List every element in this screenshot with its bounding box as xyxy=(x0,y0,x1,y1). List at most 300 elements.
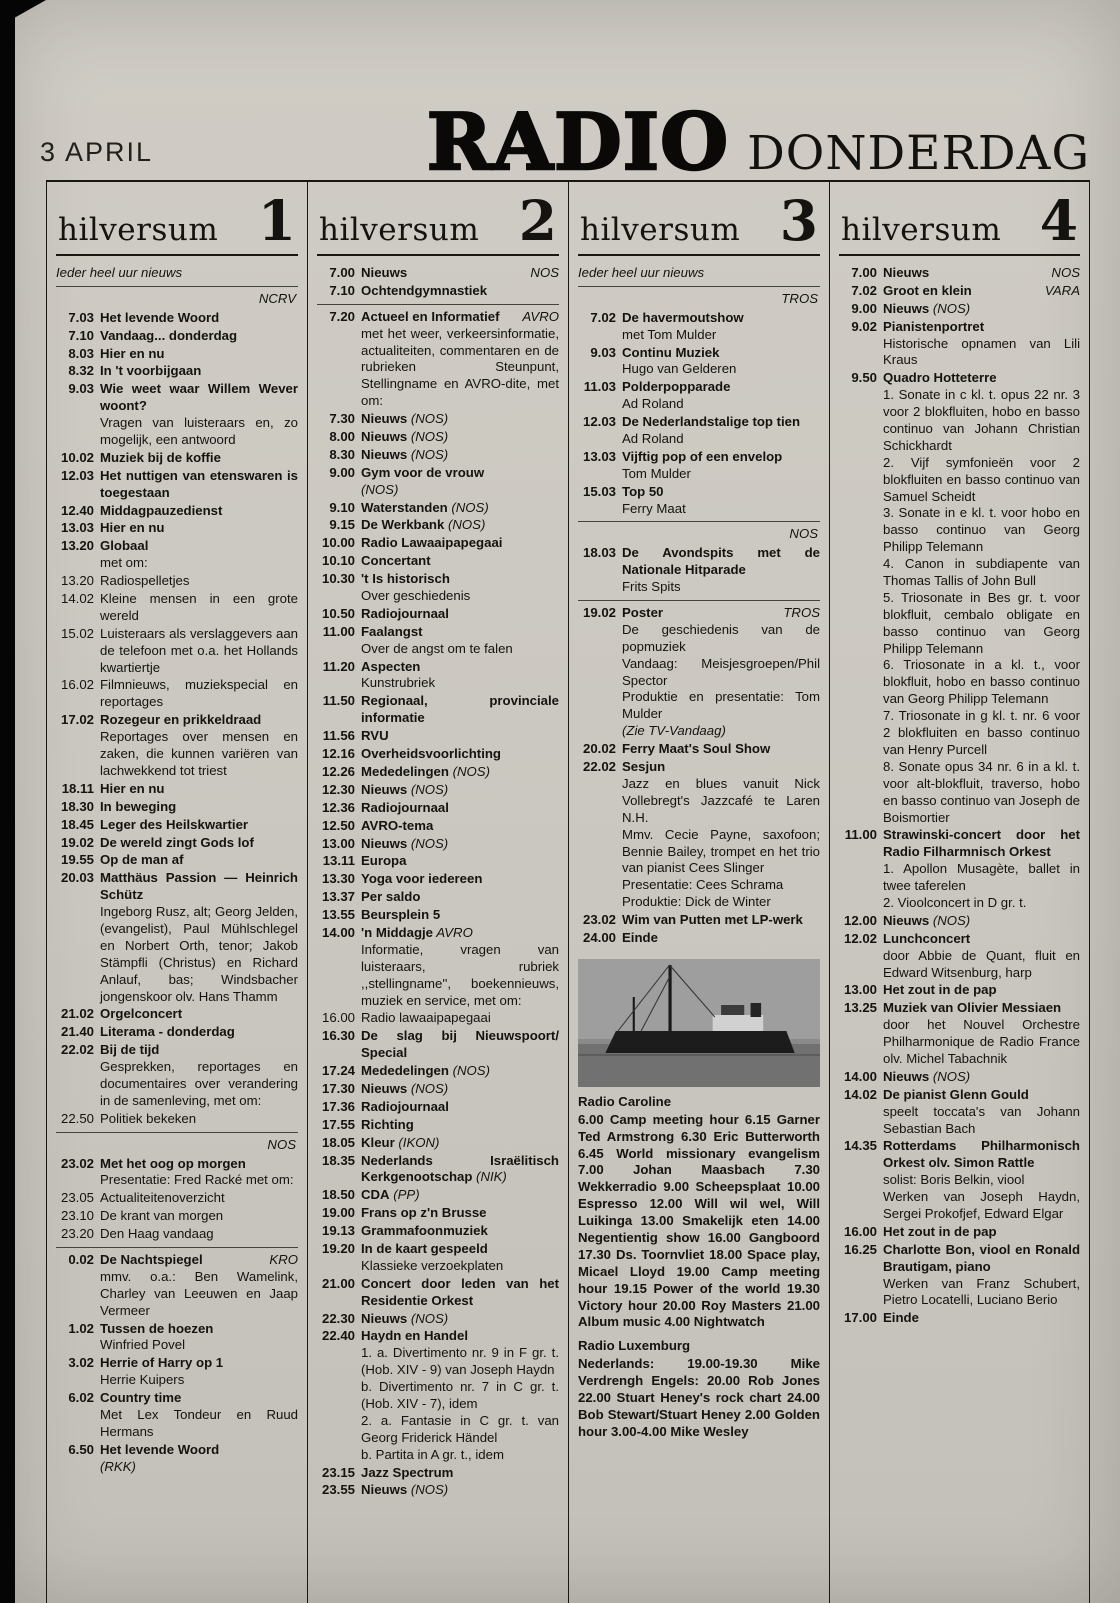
program-time: 10.02 xyxy=(60,449,94,465)
program-text xyxy=(100,363,298,380)
program-entry xyxy=(317,606,559,623)
program-title: Aspecten xyxy=(361,658,421,674)
program-entry xyxy=(317,1117,559,1134)
program-title: RVU xyxy=(361,728,389,744)
program-text xyxy=(622,930,820,947)
section-divider xyxy=(578,600,820,601)
program-description: Ferry Maat xyxy=(622,500,686,516)
program-title: Beursplein 5 xyxy=(361,907,441,923)
program-entry xyxy=(578,379,820,413)
program-entry xyxy=(317,659,559,693)
program-text xyxy=(361,782,559,799)
program-text xyxy=(361,693,559,727)
column-hilversum-4 xyxy=(829,182,1090,1603)
program-entry xyxy=(56,310,298,327)
program-text xyxy=(883,301,1080,318)
program-text xyxy=(361,517,559,534)
program-text xyxy=(361,659,559,693)
program-description: Historische opnamen van Lili Kraus xyxy=(883,335,1080,368)
program-title: Vijftig pop of een envelop xyxy=(622,448,783,464)
program-text xyxy=(361,1241,559,1275)
program-entry xyxy=(839,1069,1080,1086)
program-title-note: (PP) xyxy=(389,1187,420,1203)
program-text xyxy=(622,379,820,413)
page-date: 3 APRIL xyxy=(40,137,154,167)
program-time: 7.20 xyxy=(329,308,355,324)
program-time: 6.50 xyxy=(68,1441,94,1457)
program-entry xyxy=(578,912,820,929)
program-text xyxy=(622,345,820,379)
program-title: Grammafoonmuziek xyxy=(361,1223,488,1239)
program-title: Mededelingen xyxy=(361,1063,449,1079)
program-title: Globaal xyxy=(100,538,149,554)
program-description: (NOS) xyxy=(361,481,399,497)
program-title-note: (NOS) xyxy=(407,1310,449,1326)
program-title: De havermoutshow xyxy=(622,309,744,325)
program-description: 8. Sonate opus 34 nr. 6 in a kl. t. voor alt-blokfluit, traverso, hobo en basso continuo van Joseph de Boismortier xyxy=(883,758,1080,825)
program-time: 13.11 xyxy=(322,853,355,869)
program-entry xyxy=(56,870,298,1005)
program-time: 11.00 xyxy=(844,827,877,843)
program-entry xyxy=(317,1276,559,1310)
program-text xyxy=(622,484,820,518)
program-time: 19.55 xyxy=(60,852,94,868)
broadcaster-tag: KRO xyxy=(269,1251,298,1267)
program-time: 10.00 xyxy=(321,535,355,551)
program-entry xyxy=(317,764,559,781)
program-text xyxy=(100,799,298,816)
program-entry xyxy=(56,450,298,467)
program-time: 8.00 xyxy=(329,429,355,445)
program-description: met het weer, verkeersinformatie, actualiteiten, commentaren en de rubrieken Steunpunt, Stellingname en AVRO-dite, met om: xyxy=(361,325,559,409)
program-entry xyxy=(56,1024,298,1041)
program-entry xyxy=(317,1153,559,1187)
program-title: Filmnieuws, muziekspecial en reportages xyxy=(100,677,298,710)
program-text xyxy=(100,852,298,869)
program-time: 13.55 xyxy=(321,907,355,923)
program-time: 12.36 xyxy=(321,799,355,815)
program-entry xyxy=(578,345,820,379)
program-title: Het zout in de pap xyxy=(883,1223,997,1239)
program-time: 3.02 xyxy=(68,1355,94,1371)
program-description: Presentatie: Cees Schrama xyxy=(622,877,784,893)
program-description: Vragen van luisteraars en, zo mogelijk, een antwoord xyxy=(100,415,298,448)
station-number: 2 xyxy=(518,188,557,253)
program-entry xyxy=(317,411,559,428)
program-title-note: (NOS) xyxy=(929,912,971,928)
program-time: 16.25 xyxy=(843,1241,877,1257)
program-title-note: (NOS) xyxy=(407,429,449,445)
program-entry xyxy=(839,301,1080,318)
program-text xyxy=(883,1310,1080,1327)
program-text xyxy=(622,741,820,758)
program-title: Overheidsvoorlichting xyxy=(361,746,501,762)
program-title: De Avondspits met de Nationale Hitparade xyxy=(622,545,820,578)
program-title: Top 50 xyxy=(622,483,664,499)
program-time: 23.05 xyxy=(60,1190,94,1206)
broadcaster-tag: NOS xyxy=(530,265,559,280)
program-time: 24.00 xyxy=(582,929,616,945)
program-title: Groot en klein xyxy=(883,282,972,298)
program-title: Polderpopparade xyxy=(622,379,731,395)
program-title: Met het oog op morgen xyxy=(100,1155,246,1171)
program-description: Werken van Franz Schubert, Pietro Locatelli, Luciano Berio xyxy=(883,1275,1080,1308)
hourly-news-note: Ieder heel uur nieuws xyxy=(578,265,705,280)
program-text xyxy=(361,265,559,282)
program-title: Muziek van Olivier Messiaen xyxy=(883,1000,1062,1016)
program-title: Het levende Woord xyxy=(100,309,220,325)
section-divider xyxy=(56,286,298,287)
program-text xyxy=(361,1465,559,1482)
program-description: Frits Spits xyxy=(622,579,681,595)
section-divider xyxy=(56,1132,298,1133)
program-title-note: (NIK) xyxy=(472,1169,507,1185)
program-entry xyxy=(839,827,1080,911)
program-entry xyxy=(317,728,559,745)
page-header xyxy=(40,88,1090,188)
program-description: Hugo van Gelderen xyxy=(622,361,737,377)
station-name: hilversum xyxy=(580,212,741,248)
program-time: 7.02 xyxy=(590,309,616,325)
program-entry xyxy=(578,310,820,344)
scan-edge xyxy=(0,0,15,1603)
program-title-note: (NOS) xyxy=(407,446,449,462)
program-time: 8.30 xyxy=(329,446,355,462)
program-entry xyxy=(839,1087,1080,1138)
program-title: De Werkbank xyxy=(361,517,445,533)
program-text xyxy=(100,1042,298,1110)
program-title: Ferry Maat's Soul Show xyxy=(622,741,771,757)
program-description: Ingeborg Rusz, alt; Georg Jelden, (evangelist), Paul Mühlschlegel en Norbert Orth, tenor; Jakob Stämpfli (Christus) en Richard Anlauf, bas; Windsbacher jongenskoor olv. Hans Thamm xyxy=(100,904,298,1004)
program-time: 23.20 xyxy=(60,1226,94,1242)
program-text xyxy=(361,836,559,853)
program-time: 10.30 xyxy=(321,571,355,587)
program-title: AVRO-tema xyxy=(361,817,434,833)
program-description: Mmv. Cecie Payne, saxofoon; Bennie Bailey, trompet en het trio van pianist Cees Slinger xyxy=(622,826,820,876)
program-entry xyxy=(56,328,298,345)
program-entry xyxy=(317,309,559,410)
program-description: 2. Vioolconcert in D gr. t. xyxy=(883,894,1027,910)
program-time: 17.24 xyxy=(321,1063,355,1079)
program-title: Nieuws xyxy=(883,1068,930,1084)
program-title: Continu Muziek xyxy=(622,344,720,360)
broadcaster-label: NCRV xyxy=(258,290,296,306)
program-title: Hier en nu xyxy=(100,345,165,361)
program-entry xyxy=(317,1205,559,1222)
program-entry xyxy=(317,746,559,763)
program-title: De Nederlandstalige top tien xyxy=(622,414,801,430)
program-time: 6.02 xyxy=(68,1390,94,1406)
program-text xyxy=(361,1063,559,1080)
program-time: 13.03 xyxy=(60,520,94,536)
program-time: 17.00 xyxy=(843,1310,877,1326)
program-title: De Nachtspiegel xyxy=(100,1251,203,1267)
program-title: Nieuws xyxy=(361,1482,408,1498)
program-time: 19.13 xyxy=(321,1223,355,1239)
program-time: 12.40 xyxy=(60,502,94,518)
program-title: In de kaart gespeeld xyxy=(361,1240,488,1256)
program-title: Radiojournaal xyxy=(361,605,449,621)
program-title: In beweging xyxy=(100,798,177,814)
program-title: Concertant xyxy=(361,553,431,569)
program-text xyxy=(361,746,559,763)
program-entry xyxy=(56,1390,298,1441)
program-text xyxy=(100,835,298,852)
program-text xyxy=(361,1311,559,1328)
program-description: Kunstrubriek xyxy=(361,675,436,691)
program-title-note: (NOS) xyxy=(447,499,489,515)
program-time: 13.30 xyxy=(321,871,355,887)
listing-paragraph: Nederlands: 19.00-19.30 Mike Verdrengh Engels: 20.00 Rob Jones 22.00 Stuart Heney's rock chart 24.00 Bob Stewart/Stuart Heney 2.00 Golden hour 3.00-4.00 Mike Wesley xyxy=(578,1356,820,1439)
program-text xyxy=(361,283,559,300)
program-time: 9.00 xyxy=(329,464,355,480)
program-time: 14.00 xyxy=(321,924,355,940)
program-title: Nieuws xyxy=(361,265,408,280)
program-title: Mededelingen xyxy=(361,763,449,779)
program-entry xyxy=(56,1111,298,1128)
program-time: 13.00 xyxy=(843,982,877,998)
program-time: 16.02 xyxy=(60,677,94,693)
program-time: 19.00 xyxy=(321,1205,355,1221)
program-title: Nieuws xyxy=(883,912,930,928)
program-entry xyxy=(578,605,820,740)
program-title: Nieuws xyxy=(361,411,408,427)
program-title-note: (NOS) xyxy=(448,1063,490,1079)
program-title-note: (NOS) xyxy=(448,763,490,779)
program-text xyxy=(361,500,559,517)
column-header xyxy=(56,182,298,256)
program-title-note: (NOS) xyxy=(929,300,971,316)
program-text xyxy=(100,1190,298,1207)
program-title: Leger des Heilskwartier xyxy=(100,816,249,832)
broadcaster-tag: VARA xyxy=(1044,282,1080,298)
program-text xyxy=(100,1208,298,1225)
program-entry xyxy=(578,414,820,448)
program-description: Werken van Joseph Haydn, Sergei Prokofjef, Edward Elgar xyxy=(883,1189,1080,1221)
program-entry xyxy=(317,836,559,853)
program-text xyxy=(100,346,298,363)
program-time: 11.50 xyxy=(322,693,355,709)
program-time: 18.30 xyxy=(60,798,94,814)
program-entry xyxy=(317,1135,559,1152)
program-time: 19.02 xyxy=(582,605,616,621)
program-title: Nieuws xyxy=(361,835,408,851)
program-entry xyxy=(317,1241,559,1275)
program-entry xyxy=(317,517,559,534)
program-description: b. Divertimento nr. 7 in C gr. t. (Hob. XIV - 7), idem xyxy=(361,1379,559,1411)
program-title: Wie weet waar Willem Wever woont? xyxy=(100,381,298,414)
broadcaster-label: NOS xyxy=(267,1136,296,1152)
program-entry xyxy=(56,799,298,816)
program-entry xyxy=(317,853,559,870)
program-time: 15.03 xyxy=(582,483,616,499)
program-title: Nieuws xyxy=(361,781,408,797)
program-description: Ad Roland xyxy=(622,396,684,412)
program-title: Matthäus Passion — Heinrich Schütz xyxy=(100,870,298,903)
program-time: 12.00 xyxy=(843,912,877,928)
program-entry xyxy=(839,283,1080,300)
program-time: 18.50 xyxy=(321,1187,355,1203)
program-description: solist: Boris Belkin, viool xyxy=(883,1172,1025,1188)
program-time: 17.02 xyxy=(60,712,94,728)
program-time: 12.30 xyxy=(321,781,355,797)
program-entry xyxy=(56,1156,298,1190)
program-text xyxy=(361,606,559,623)
program-description: Reportages over mensen en zaken, die kunnen variëren van lachwekkend tot triest xyxy=(100,729,298,778)
program-time: 22.40 xyxy=(321,1328,355,1344)
program-text xyxy=(361,889,559,906)
program-time: 9.10 xyxy=(329,499,355,515)
program-time: 9.03 xyxy=(68,381,94,397)
program-time: 13.37 xyxy=(321,889,355,905)
program-entry xyxy=(578,759,820,911)
program-description: 5. Triosonate in Bes gr. t. voor blokfluit, cembalo obligate en basso continuo van Georg Philipp Telemann xyxy=(883,589,1080,656)
program-description: 3. Sonate in e kl. t. voor hobo en basso continuo van Georg Philipp Telemann xyxy=(883,505,1080,555)
program-time: 12.16 xyxy=(321,746,355,762)
program-entry xyxy=(56,626,298,677)
program-time: 9.00 xyxy=(851,300,877,316)
program-time: 23.02 xyxy=(60,1155,94,1171)
program-text xyxy=(361,553,559,570)
program-title: Radiospelletjes xyxy=(100,573,190,589)
program-title-note: (NOS) xyxy=(407,1482,449,1498)
program-time: 16.30 xyxy=(321,1028,355,1044)
program-text xyxy=(361,1223,559,1240)
program-text xyxy=(100,1006,298,1023)
program-title: Gym voor de vrouw xyxy=(361,464,485,480)
section-divider xyxy=(578,286,820,287)
program-text xyxy=(361,1153,559,1187)
column-header xyxy=(317,182,559,256)
program-title: Sesjun xyxy=(622,759,666,775)
program-text xyxy=(100,520,298,537)
program-time: 18.11 xyxy=(61,780,94,796)
program-text xyxy=(100,1111,298,1128)
radio-caroline-ship-photo xyxy=(578,959,820,1087)
program-time: 7.00 xyxy=(851,265,877,280)
program-title: Bij de tijd xyxy=(100,1042,160,1058)
program-title: Nieuws xyxy=(883,265,930,280)
program-text xyxy=(361,764,559,781)
broadcaster-tag: NOS xyxy=(1051,265,1080,280)
program-text xyxy=(883,370,1080,826)
program-time: 10.10 xyxy=(321,553,355,569)
station-number: 1 xyxy=(257,188,296,253)
page-title: RADIO xyxy=(426,96,730,188)
program-entry xyxy=(317,500,559,517)
program-text xyxy=(883,1242,1080,1310)
program-time: 22.02 xyxy=(582,759,616,775)
program-description: Jazz en blues vanuit Nick Vollebregt's Jazzcafé te Laren N.H. xyxy=(622,775,820,825)
program-title: Nieuws xyxy=(361,446,408,462)
program-entry xyxy=(56,1208,298,1225)
program-entry xyxy=(317,800,559,817)
program-time: 12.02 xyxy=(843,930,877,946)
program-entry xyxy=(317,447,559,464)
program-entry xyxy=(317,535,559,552)
program-description: Over de angst om te falen xyxy=(361,640,513,656)
program-entry xyxy=(56,363,298,380)
program-title: Frans op z'n Brusse xyxy=(361,1205,487,1221)
program-time: 11.56 xyxy=(322,728,355,744)
program-text xyxy=(361,1276,559,1310)
program-time: 13.03 xyxy=(582,448,616,464)
program-text xyxy=(883,1000,1080,1068)
column-hilversum-2 xyxy=(307,182,568,1603)
program-entry xyxy=(317,553,559,570)
program-text xyxy=(361,1117,559,1134)
program-text xyxy=(883,265,1080,282)
program-title: Het zout in de pap xyxy=(883,982,997,998)
program-entry xyxy=(56,835,298,852)
program-time: 15.02 xyxy=(60,625,94,641)
program-text xyxy=(883,913,1080,930)
program-entry xyxy=(578,545,820,596)
program-text xyxy=(361,1028,559,1062)
program-title: Middagpauzedienst xyxy=(100,502,223,518)
program-entry xyxy=(578,484,820,518)
program-title-note: (NOS) xyxy=(407,835,449,851)
program-entry xyxy=(839,265,1080,282)
program-text xyxy=(100,591,298,625)
program-grid xyxy=(46,180,1090,1603)
program-time: 12.03 xyxy=(60,467,94,483)
program-time: 14.02 xyxy=(843,1086,877,1102)
program-title: Literama - donderdag xyxy=(100,1024,235,1040)
program-entry xyxy=(578,449,820,483)
program-title: Einde xyxy=(622,929,658,945)
program-entry xyxy=(56,468,298,502)
program-title: Ochtendgymnastiek xyxy=(361,282,488,298)
program-time: 18.05 xyxy=(321,1134,355,1150)
program-entry xyxy=(317,818,559,835)
program-time: 13.20 xyxy=(60,538,94,554)
program-entry xyxy=(56,1355,298,1389)
program-entry xyxy=(317,1482,559,1499)
program-title: Radiojournaal xyxy=(361,799,449,815)
program-title: Nieuws xyxy=(361,1080,408,1096)
program-text xyxy=(361,535,559,552)
program-title: Pianistenportret xyxy=(883,318,985,334)
program-description: Klassieke verzoekplaten xyxy=(361,1257,504,1273)
program-entry xyxy=(839,1138,1080,1222)
program-text xyxy=(100,468,298,502)
program-description: b. Partita in A gr. t., idem xyxy=(361,1446,504,1462)
program-text xyxy=(100,381,298,449)
program-entry xyxy=(56,538,298,572)
program-title: De pianist Glenn Gould xyxy=(883,1086,1029,1102)
program-title: Yoga voor iedereen xyxy=(361,871,483,887)
program-time: 9.15 xyxy=(329,517,355,533)
program-text xyxy=(622,545,820,596)
program-time: 20.02 xyxy=(582,741,616,757)
program-entry xyxy=(317,624,559,658)
program-text xyxy=(100,1321,298,1355)
program-entry xyxy=(317,465,559,499)
program-title-note: (NOS) xyxy=(929,1068,971,1084)
station-name: hilversum xyxy=(319,212,480,248)
program-time: 22.30 xyxy=(321,1310,355,1326)
broadcaster-tag: AVRO xyxy=(522,308,559,324)
program-text xyxy=(100,1024,298,1041)
program-entry xyxy=(56,503,298,520)
program-entry xyxy=(56,1006,298,1023)
program-text xyxy=(100,817,298,834)
program-time: 14.02 xyxy=(60,591,94,607)
program-text xyxy=(361,1099,559,1116)
program-entry xyxy=(317,693,559,727)
program-text xyxy=(361,853,559,870)
